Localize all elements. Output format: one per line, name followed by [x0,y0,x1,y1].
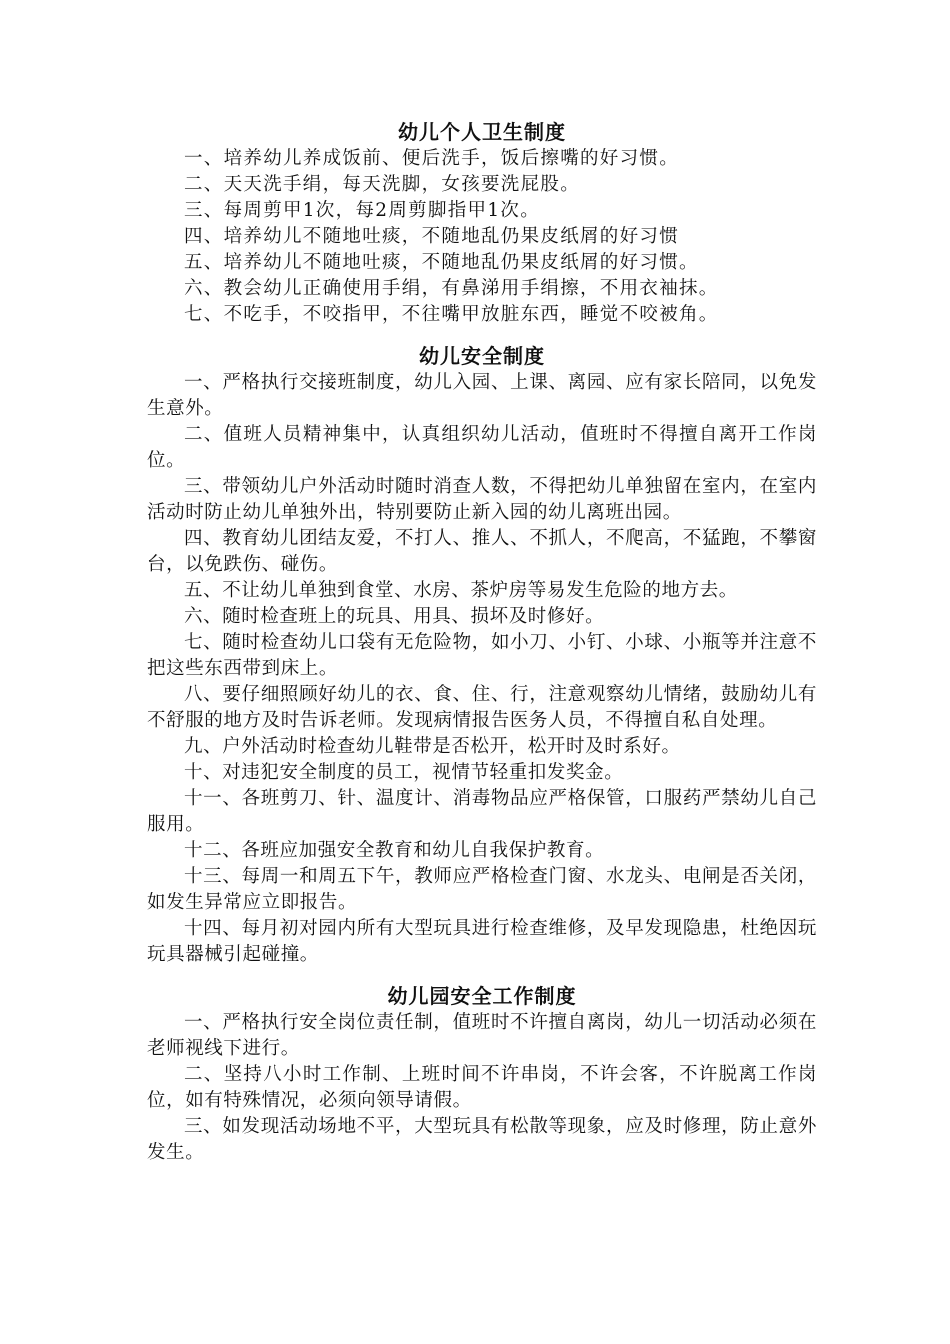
rule-paragraph: 十四、每月初对园内所有大型玩具进行检查维修，及早发现隐患，杜绝因玩玩具器械引起碰撞。 [147,918,817,965]
rule-paragraph: 三、每周剪甲1次，每2周剪脚指甲1次。 [184,200,541,221]
rule-paragraph: 十、对违犯安全制度的员工，视情节轻重扣发奖金。 [184,762,624,783]
rule-paragraph: 十三、每周一和周五下午，教师应严格检查门窗、水龙头、电闸是否关闭，如发生异常应立即报告。 [147,866,817,913]
rule-paragraph: 二、坚持八小时工作制、上班时间不许串岗，不许会客，不许脱离工作岗位，如有特殊情况，必须向领导请假。 [147,1064,817,1111]
document-page [147,118,817,1166]
rule-paragraph: 三、带领幼儿户外活动时随时消查人数，不得把幼儿单独留在室内，在室内活动时防止幼儿单独外出，特别要防止新入园的幼儿离班出园。 [147,476,817,523]
rule-paragraph: 四、培养幼儿不随地吐痰，不随地乱仍果皮纸屑的好习惯 [184,226,680,247]
rule-paragraph: 二、天天洗手绢，每天洗脚，女孩要洗屁股。 [184,174,581,195]
rule-paragraph: 四、教育幼儿团结友爱，不打人、推人、不抓人，不爬高，不猛跑，不攀窗台，以免跌伤、碰伤。 [147,528,817,575]
rule-paragraph: 三、如发现活动场地不平，大型玩具有松散等现象，应及时修理，防止意外发生。 [147,1116,817,1163]
rule-paragraph: 九、户外活动时检查幼儿鞋带是否松开，松开时及时系好。 [184,736,681,757]
section-kindergarten-safety-work [147,982,817,1166]
rule-paragraph: 七、随时检查幼儿口袋有无危险物，如小刀、小钉、小球、小瓶等并注意不把这些东西带到床上。 [147,632,817,679]
section-personal-hygiene [147,118,817,328]
section-title: 幼儿个人卫生制度 [398,120,566,144]
rule-paragraph: 一、严格执行交接班制度，幼儿入园、上课、离园、应有家长陪同，以免发生意外。 [147,372,817,419]
rule-paragraph: 八、要仔细照顾好幼儿的衣、食、住、行，注意观察幼儿情绪，鼓励幼儿有不舒服的地方及时告诉老师。发现病情报告医务人员，不得擅自私自处理。 [147,684,817,731]
rule-paragraph: 七、不吃手，不咬指甲，不往嘴甲放脏东西，睡觉不咬被角。 [184,304,719,325]
section-child-safety [147,342,817,968]
rule-paragraph: 二、值班人员精神集中，认真组织幼儿活动，值班时不得擅自离开工作岗位。 [147,424,817,471]
rule-paragraph: 六、随时检查班上的玩具、用具、损坏及时修好。 [184,606,605,627]
rule-paragraph: 十一、各班剪刀、针、温度计、消毒物品应严格保管，口服药严禁幼儿自己服用。 [147,788,817,835]
rule-paragraph: 六、教会幼儿正确使用手绢，有鼻涕用手绢擦，不用衣袖抹。 [184,278,719,299]
rule-paragraph: 十二、各班应加强安全教育和幼儿自我保护教育。 [184,840,605,861]
rule-paragraph: 一、严格执行安全岗位责任制，值班时不许擅自离岗，幼儿一切活动必须在老师视线下进行。 [147,1012,817,1059]
rule-paragraph: 五、不让幼儿单独到食堂、水房、茶炉房等易发生危险的地方去。 [184,580,738,601]
section-title: 幼儿园安全工作制度 [387,984,577,1008]
rule-paragraph: 五、培养幼儿不随地吐痰，不随地乱仍果皮纸屑的好习惯。 [184,252,699,273]
section-title: 幼儿安全制度 [419,344,545,368]
rule-paragraph: 一、培养幼儿养成饭前、便后洗手，饭后擦嘴的好习惯。 [184,148,680,169]
